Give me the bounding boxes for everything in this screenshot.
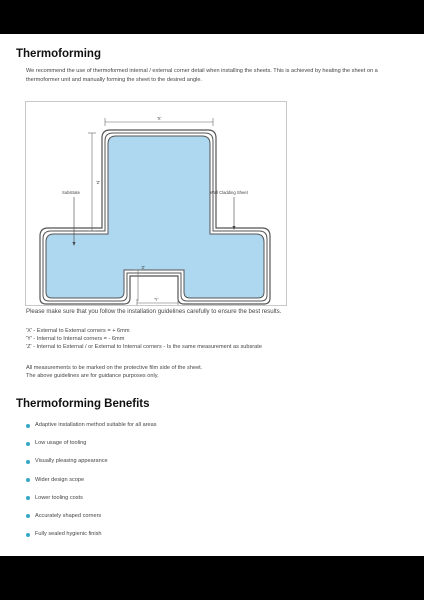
label-z2: 'Z' [141, 265, 146, 270]
rule-z: 'Z' - Internal to External / or External to Internal corners - Is the same measurement as subsrate [26, 344, 262, 351]
substrate-fill [46, 136, 264, 298]
bullet-icon [26, 533, 30, 537]
bullet-icon [26, 496, 30, 500]
thermoforming-diagram [25, 101, 287, 306]
benefits-heading: Thermoforming Benefits [16, 398, 150, 410]
bullet-icon [26, 514, 30, 518]
top-black-band [0, 0, 424, 34]
benefit-item: Fully sealed hygienic finish [26, 531, 157, 549]
page-title: Thermoforming [16, 48, 101, 60]
label-x: 'X' [157, 116, 162, 121]
bullet-icon [26, 442, 30, 446]
label-wall-cladding: Wall Cladding Sheet [210, 190, 248, 195]
bottom-black-band [0, 556, 424, 600]
rule-y: 'Y' - Internal to Internal corners = - 6mm [26, 336, 125, 343]
rule-x: 'X' - External to External corners = + 6mm [26, 328, 130, 334]
guidelines-note: Please make sure that you follow the installation guidelines carefully to ensure the best results. [26, 308, 282, 315]
bullet-icon [26, 424, 30, 428]
label-y: 'Y' [154, 297, 159, 302]
label-z: 'Z' [96, 180, 101, 185]
benefit-item: Low usage of tooling [26, 440, 157, 458]
benefit-item: Accurately shaped corners [26, 513, 157, 531]
corner-rules [26, 327, 262, 352]
measurement-note-1: All measurements to be marked on the protective film side of the sheet. [26, 365, 203, 371]
label-substrate: Substrate [62, 190, 80, 195]
benefit-item: Adaptive installation method suitable for all areas [26, 422, 157, 440]
bullet-icon [26, 460, 30, 464]
benefit-item: Visually pleasing appearance [26, 458, 157, 476]
measurement-notes [26, 364, 202, 380]
benefit-item: Wider design scope [26, 477, 157, 495]
benefits-list [26, 422, 157, 549]
document-page [0, 34, 424, 556]
bullet-icon [26, 478, 30, 482]
measurement-note-2: The above guidelines are for guidance purposes only. [26, 373, 159, 380]
intro-paragraph: We recommend the use of thermoformed internal / external corner detail when installing the sheets. This is achieved by heating the sheet on a thermoformer unit and manually forming the sheet to the desired angle. [26, 68, 378, 84]
benefit-item: Lower tooling costs [26, 495, 157, 513]
